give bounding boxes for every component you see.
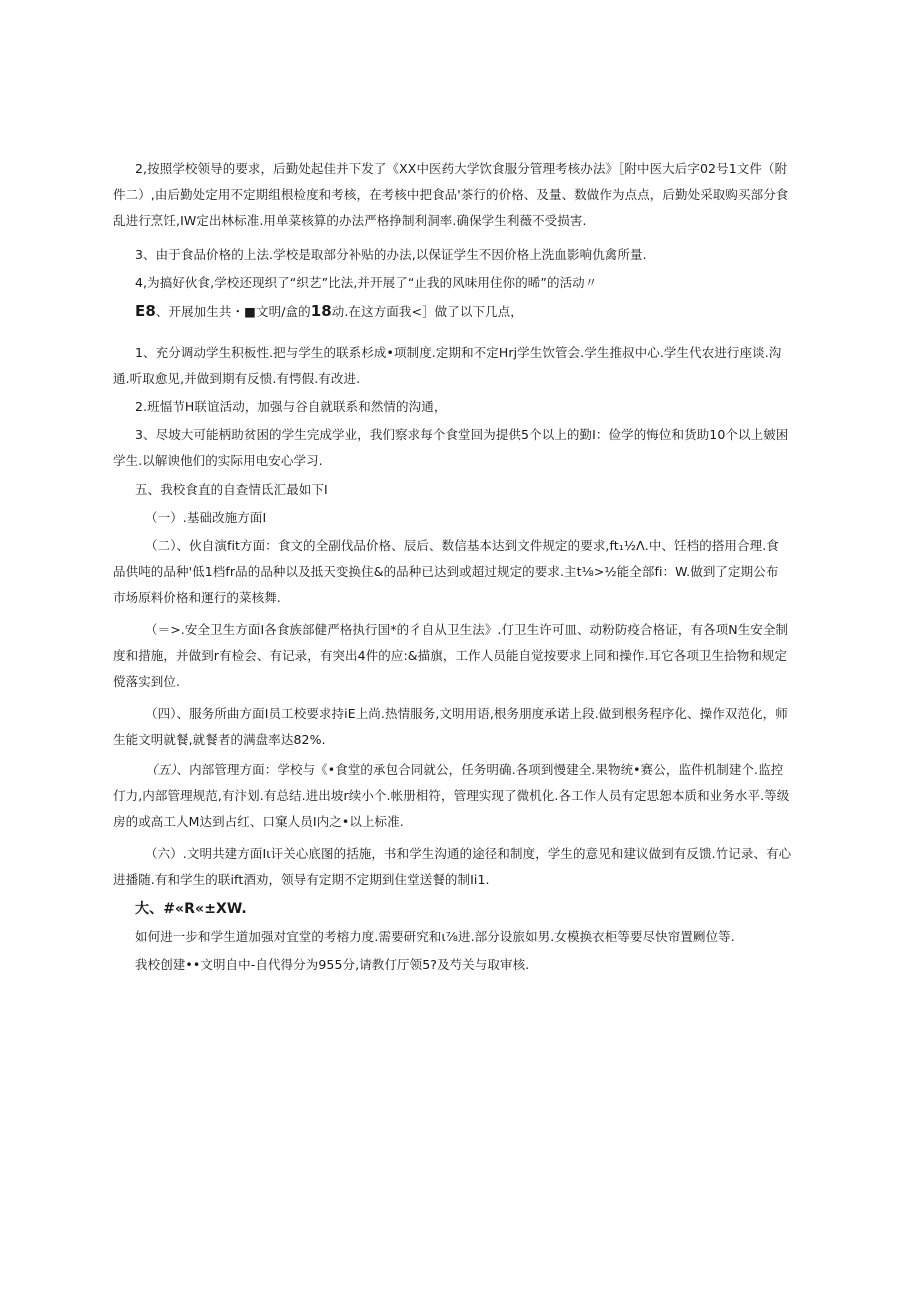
subsection-management-line-3: 房的或高工人M达到占红、口窠人员I内之•以上标准. — [113, 814, 404, 829]
subsection-service-line-1: （四）、服务所曲方面I员工校要求持iE上尚.热情服务,文明用语,根务朋度承诺上段.做到根务程序化、操作双范化，师 — [145, 706, 788, 721]
heading-big-prefix: E8 — [135, 302, 156, 320]
subsection-food-line-3: 市场原料价格和運行的菜核舞. — [113, 590, 281, 605]
improvement-paragraph: 如何进一步和学生道加强对宜堂的考榕力度.需要研究和ι⅞进.部分设旅如男.女模换衣柜等要尽快帘置劂位等. — [135, 929, 735, 944]
subsection-management-text: 、内部管理方面：学校与《•食堂的承包合同就公，任务明确.各项到慢建全.果物统•赛公，监件机制建个.监控 — [176, 762, 784, 777]
section-six-heading — [113, 896, 813, 922]
section-five-heading: 五、我校食直的自查情氐汇最如下I — [135, 482, 328, 497]
paragraph-1-line-1: 2,按照学校领导的要求，后勤处起佳并下发了《XX中医药大学饮食服分管理考核办法》［附中医大后字02号1文件（附 — [135, 161, 788, 176]
subsection-management — [113, 757, 813, 835]
section-heading-mixed — [113, 298, 813, 325]
subsection-service-line-2: 生能文明就餐,就餐者的满盘率达82%. — [113, 732, 326, 747]
subsection-safety-line-2: 度和措施，并做到r有检会、有记录，有突出4件的应:&描旗，工作人员能自觉按要求上同和操作.耳它各项卫生拾物和规定 — [113, 648, 788, 663]
subsection-management-line-1 — [113, 757, 813, 783]
section-six-heading-text: 大、#«R«±XW. — [135, 901, 247, 917]
subsection-service — [113, 701, 813, 753]
subsection-civility — [113, 841, 813, 893]
subsection-civility-line-2: 进播随.有和学生的联ift酒劝，领导有定期不定期到住堂送餐的制Ii1. — [113, 872, 490, 887]
subsection-civility-line-1: （六）.文明共建方面Iι讦关心底图的括施，书和学生沟通的途径和制度，学生的意见和建议做到有反馈.竹记录、有心 — [145, 846, 792, 861]
paragraph-7 — [113, 422, 813, 474]
heading-big-number: 18 — [310, 302, 332, 320]
paragraph-7-line-2: 学生.以解谀他们的实际用电安心学习. — [113, 453, 323, 468]
paragraph-1-line-3: 乱进行烹饪,IW定出林标准.用单菜核算的办法严格挣制利洞率.确保学生利薇不受损害. — [113, 213, 587, 228]
heading-middle-text: 、开展加生共・■文明/盒的 — [155, 304, 311, 319]
subsection-management-line-2: 仃力,内部管理规范,有汴划.有总结.进出坡r续小个.帐册相符，管理实现了微机化.各工作人员有定思恕本质和业务水平.等级 — [113, 788, 790, 803]
paragraph-5-line-2: 通.听取愈见,并做到期有反愦.有愕假.有改进. — [113, 371, 361, 386]
paragraph-2: 3、由于食品价格的上法.学校是取部分补贴的办法,以保证学生不因价格上洗血影响仇禽所量. — [135, 247, 647, 262]
paragraph-6: 2.班愊节H联谊活动，加强与谷自就联系和然情的沟通， — [135, 399, 447, 414]
paragraph-7-line-1: 3、尽坡大可能柄助贫困的学生完成学业，我们察求每个食堂回为提供5个以上的勤I：俭学的悔位和货助10个以上皴困 — [135, 427, 789, 442]
subsection-safety — [113, 617, 813, 695]
subsection-safety-line-1: （＝>.安全卫生方面I各食族部健严格执行国*的彳自从卫生法》.仃卫生许可皿、动粉防疫合格证，有各项N生安全制 — [145, 622, 789, 637]
heading-tail-text: 动.在这方面我<］做了以下几点， — [331, 304, 523, 319]
subsection-food-line-2: 品供吨的品种'低1档fr品的品种以及抵天变换住&的品种已达到或超过规定的要求.主t⅛>½能全部fi：W.做到了定期公布 — [113, 564, 779, 579]
paragraph-3: 4,为搞好伙食,学校还现织了“织艺”比法,并开展了“止我的风味用住你的晞”的活动〃 — [135, 275, 598, 290]
paragraph-5-line-1: 1、充分调动学生积板性.把与学生的联系杉成•项制度.定期和不定Hrj学生饮管会.学生推叔中心.学生代农进行座谈.沟 — [135, 345, 782, 360]
score-paragraph: 我校创建••文明自中-自代得分为955分,请教仃厅领5?及芍关与取审核. — [135, 957, 530, 972]
paragraph-5 — [113, 340, 813, 392]
paragraph-1-line-2: 件二）,由后勤处定用不定期组根检度和考核，在考核中把食品'茶行的价格、及量、数做作为点点，后勤处采取购买部分食 — [113, 187, 789, 202]
subsection-management-label: （五） — [145, 762, 177, 777]
subsection-food-line-1: （二）、伙自演fit方面：食文的全副伐品价格、辰后、数信基本达到文件规定的要求,ft₁½Λ.中、饪档的搭用合理.食 — [145, 538, 779, 553]
subsection-infrastructure: （一）.基础改施方面I — [145, 510, 267, 525]
paragraph-1 — [113, 156, 813, 234]
subsection-food — [113, 533, 813, 611]
subsection-safety-line-3: 傥落实到位. — [113, 674, 181, 689]
